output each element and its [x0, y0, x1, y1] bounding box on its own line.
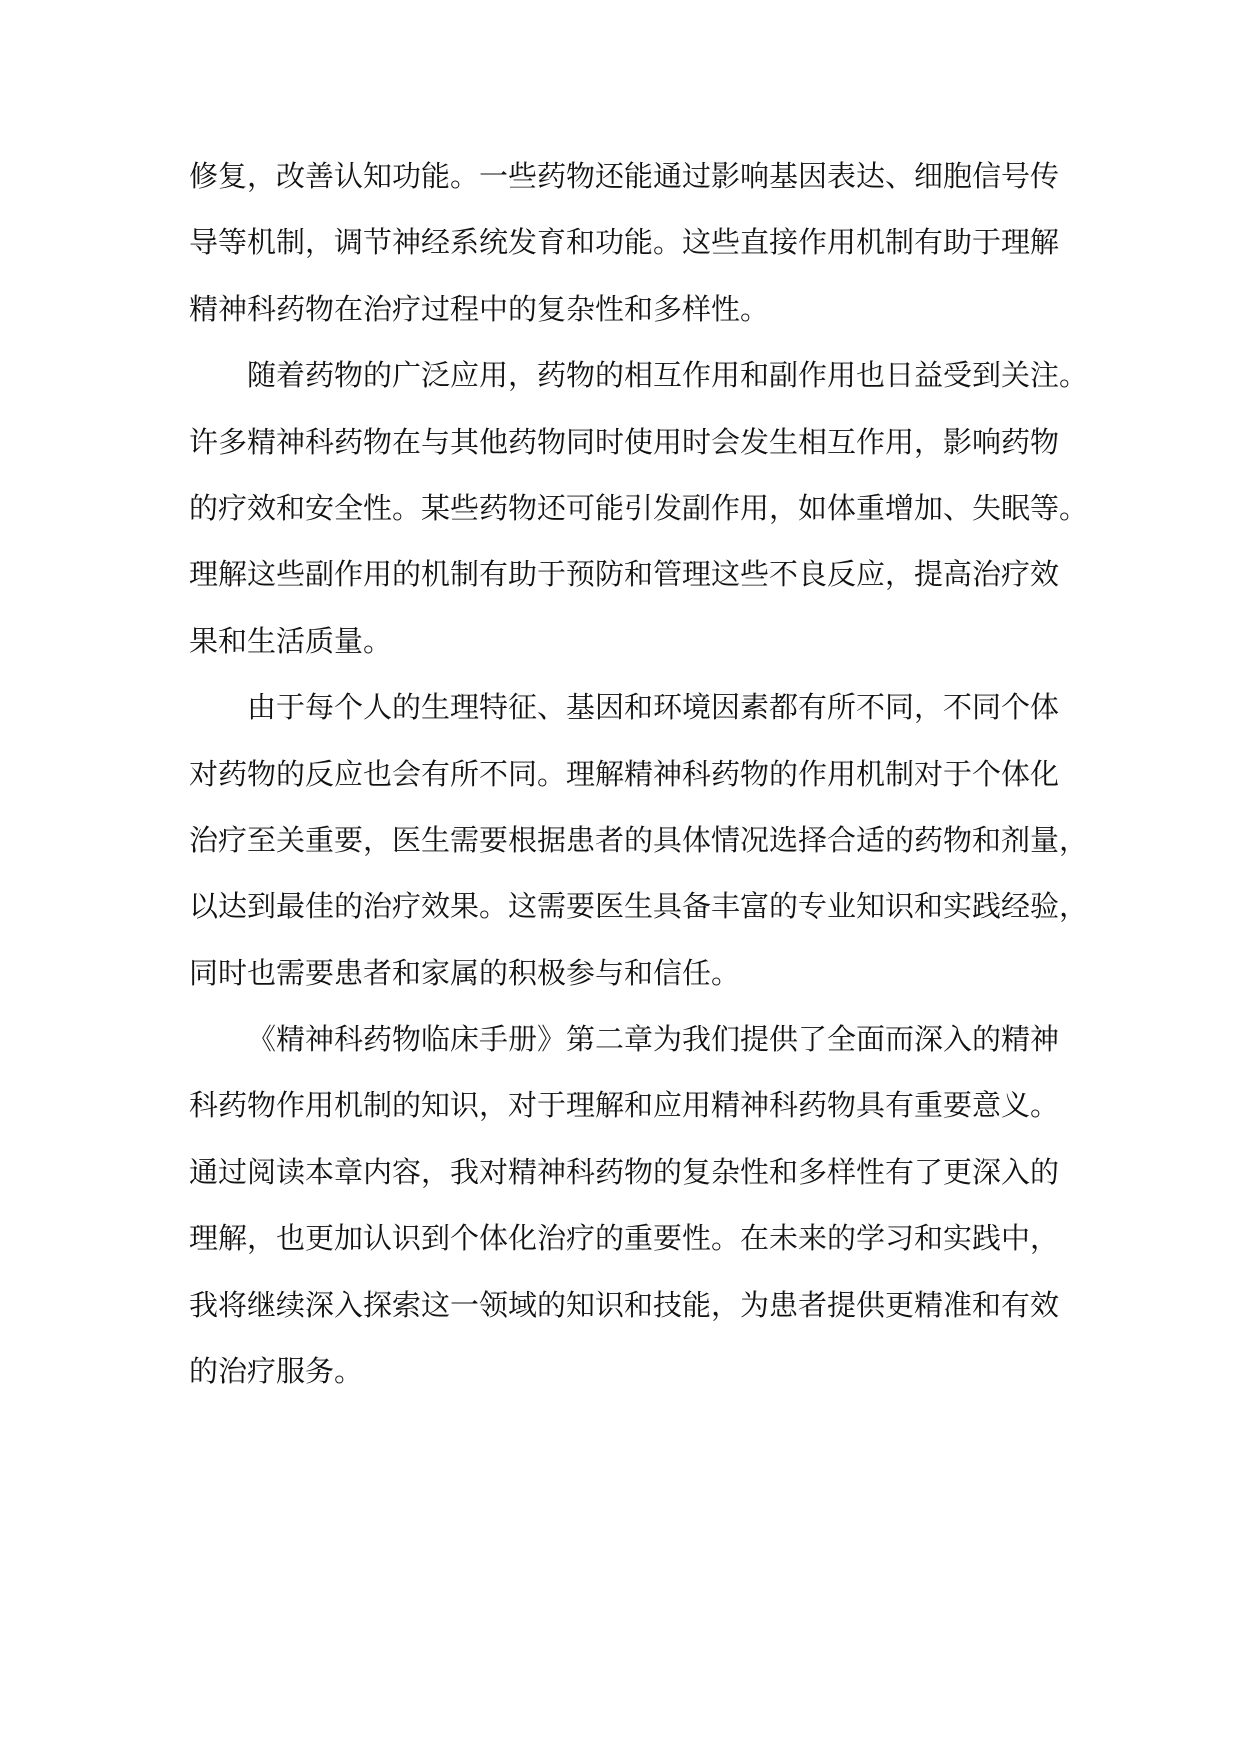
text-line: 科药物作用机制的知识，对于理解和应用精神科药物具有重要意义。: [189, 1088, 1060, 1123]
text-line: 同时也需要患者和家属的积极参与和信任。: [189, 955, 741, 990]
text-line: 精神科药物在治疗过程中的复杂性和多样性。: [189, 291, 770, 326]
text-line: 我将继续深入探索这一领域的知识和技能，为患者提供更精准和有效: [189, 1287, 1060, 1322]
text-line: 由于每个人的生理特征、基因和环境因素都有所不同，不同个体: [247, 690, 1060, 725]
paragraph: [189, 143, 1060, 342]
text-line: 的治疗服务。: [189, 1354, 364, 1389]
paragraph: [189, 674, 1089, 1006]
text-line: 以达到最佳的治疗效果。这需要医生具备丰富的专业知识和实践经验，: [189, 889, 1089, 924]
text-line: 通过阅读本章内容，我对精神科药物的复杂性和多样性有了更深入的: [189, 1154, 1060, 1189]
text-line: 导等机制，调节神经系统发育和功能。这些直接作用机制有助于理解: [189, 225, 1060, 260]
paragraph: [189, 342, 1089, 674]
text-line: 理解，也更加认识到个体化治疗的重要性。在未来的学习和实践中，: [189, 1221, 1060, 1256]
text-line: 对药物的反应也会有所不同。理解精神科药物的作用机制对于个体化: [189, 756, 1060, 791]
text-line: 《精神科药物临床手册》第二章为我们提供了全面而深入的精神: [247, 1022, 1060, 1057]
text-line: 许多精神科药物在与其他药物同时使用时会发生相互作用，影响药物: [189, 424, 1060, 459]
text-line: 随着药物的广泛应用，药物的相互作用和副作用也日益受到关注。: [247, 358, 1089, 393]
text-line: 的疗效和安全性。某些药物还可能引发副作用，如体重增加、失眠等。: [189, 490, 1089, 525]
paragraph: [189, 1006, 1060, 1404]
text-line: 理解这些副作用的机制有助于预防和管理这些不良反应，提高治疗效: [189, 557, 1060, 592]
text-line: 治疗至关重要，医生需要根据患者的具体情况选择合适的药物和剂量，: [189, 822, 1089, 857]
text-line: 果和生活质量。: [189, 623, 393, 658]
document-body: [189, 143, 1089, 1404]
text-line: 修复，改善认知功能。一些药物还能通过影响基因表达、细胞信号传: [189, 159, 1060, 193]
